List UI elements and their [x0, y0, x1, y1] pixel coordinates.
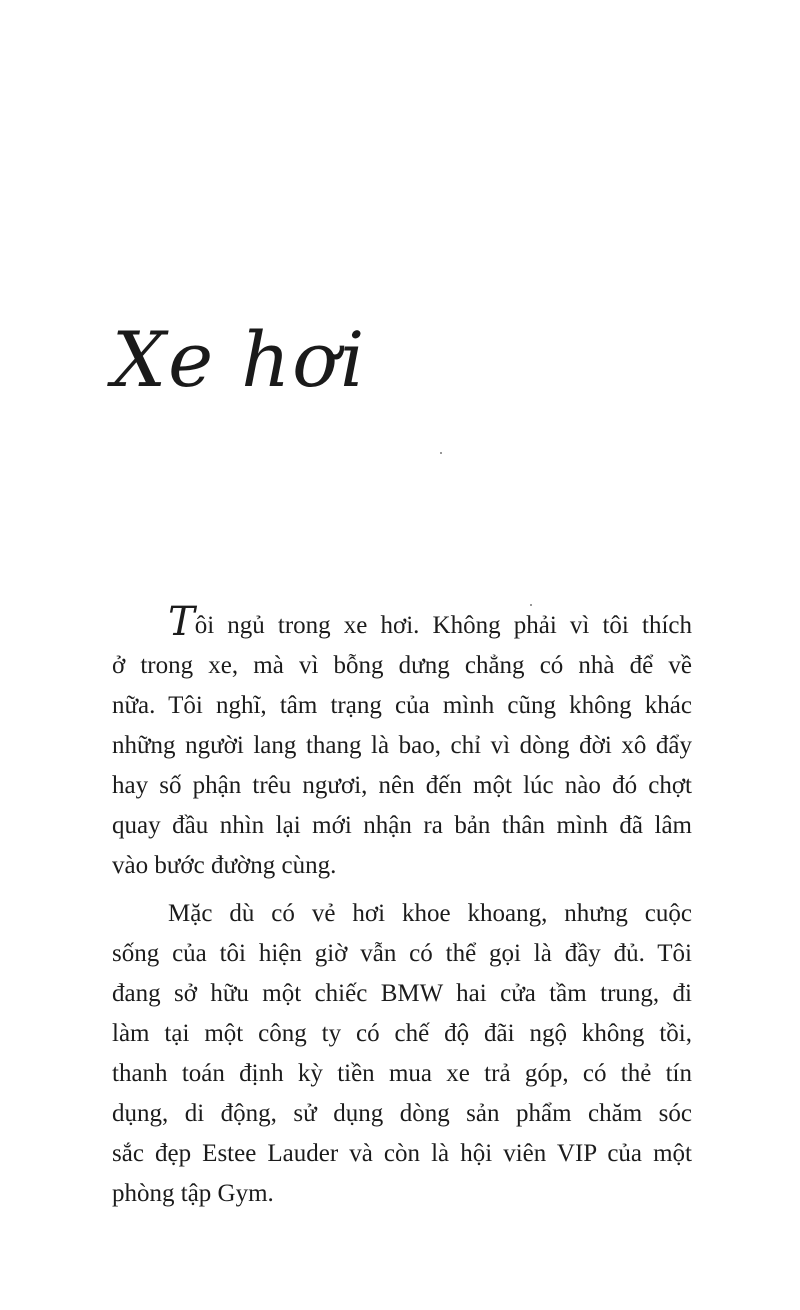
text-line: những người lang thang là bao, chỉ vì dòng đời xô đẩy: [112, 732, 692, 759]
text-line: Mặc dù có vẻ hơi khoe khoang, nhưng cuộc: [168, 900, 692, 927]
text-line: sống của tôi hiện giờ vẫn có thể gọi là đầy đủ. Tôi: [112, 940, 692, 967]
paragraph-1: [112, 599, 692, 886]
body-text: [112, 599, 692, 1222]
text-line: sắc đẹp Estee Lauder và còn là hội viên VIP của một: [112, 1140, 692, 1167]
text-line: vào bước đường cùng.: [112, 852, 337, 879]
print-speck: [530, 604, 532, 606]
text-line: ở trong xe, mà vì bỗng dưng chẳng có nhà để về: [112, 652, 692, 679]
text-line: thanh toán định kỳ tiền mua xe trả góp, có thẻ tín: [112, 1060, 692, 1087]
print-speck: [440, 452, 442, 454]
text-line: quay đầu nhìn lại mới nhận ra bản thân mình đã lâm: [112, 812, 692, 839]
chapter-title: Xe hơi: [112, 315, 367, 404]
text-line: đang sở hữu một chiếc BMW hai cửa tầm trung, đi: [112, 980, 692, 1007]
text-line: dụng, di động, sử dụng dòng sản phẩm chăm sóc: [112, 1100, 692, 1127]
text-line: làm tại một công ty có chế độ đãi ngộ không tồi,: [112, 1020, 692, 1047]
paragraph-2: [112, 894, 692, 1214]
text-line: hay số phận trêu ngươi, nên đến một lúc nào đó chợt: [112, 772, 692, 799]
text-line: nữa. Tôi nghĩ, tâm trạng của mình cũng không khác: [112, 692, 692, 719]
drop-cap: T: [168, 599, 195, 645]
text-line: Tôi ngủ trong xe hơi. Không phải vì tôi thích: [168, 599, 692, 645]
text-line: phòng tập Gym.: [112, 1180, 274, 1207]
